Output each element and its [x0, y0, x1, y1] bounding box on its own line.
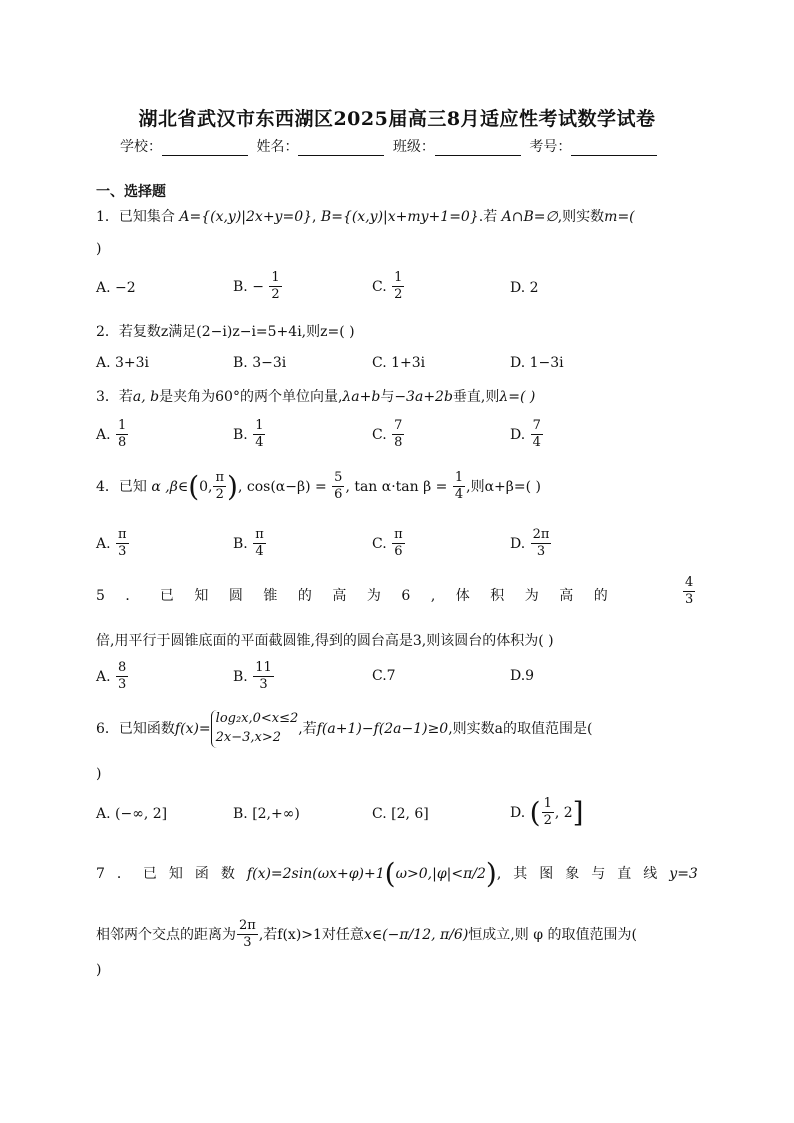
question-2	[96, 321, 355, 341]
question-5	[96, 585, 628, 605]
name-label: 姓名：	[256, 139, 299, 155]
option-c: C. 1+3i	[372, 355, 426, 371]
question-text: 已知函数	[118, 720, 175, 737]
option-b: B. [2,+∞)	[233, 806, 300, 822]
option-c: C. $\frac{\pi}{6}$	[372, 527, 403, 560]
question-text: ．已知圆锥的高为6,体积为高的	[125, 588, 629, 604]
option-b: B. $\frac{11}{3}$	[233, 660, 272, 693]
question-number: 2．	[96, 324, 119, 340]
question-6: 6．已知函数f(x)= log₂x,0<x≤2 2x−3,x>2 ,若f(a+1)−f(2a−1)≥0,则实数a的取值范围是(	[96, 710, 592, 748]
question-5-line-2: 倍,用平行于圆锥底面的平面截圆锥,得到的圆台高是3,则该圆台的体积为( )	[96, 633, 554, 649]
option-a: A. $\frac{8}{3}$	[96, 660, 127, 693]
fraction-numerator: 2π	[237, 918, 258, 935]
option-b: B. $\frac{\pi}{4}$	[233, 527, 264, 560]
option-b: B. − $\frac{1}{2}$	[233, 270, 280, 303]
question-number: 6．	[96, 720, 119, 737]
question-number: 7	[96, 866, 117, 882]
class-blank	[435, 141, 521, 156]
question-7-line-2	[96, 918, 637, 952]
option-c: C. [2, 6]	[372, 806, 429, 822]
question-1-tail: )	[96, 241, 102, 257]
question-text: 若	[118, 389, 133, 405]
option-c: C. $\frac{1}{2}$	[372, 270, 403, 303]
question-text: 与	[380, 389, 395, 405]
fraction-denominator: 3	[685, 592, 694, 608]
question-text: 垂直,则	[452, 389, 500, 405]
question-text: m=(	[604, 209, 635, 225]
question-text: .若	[478, 209, 498, 225]
inequality: f(a+1)−f(2a−1)≥0	[316, 720, 449, 737]
option-d: D. $\frac{2\pi}{3}$	[510, 527, 550, 560]
student-info-row	[120, 136, 661, 156]
question-text: ,若f(x)>1对任意	[258, 926, 364, 943]
question-5-fraction	[682, 575, 696, 609]
question-text: 恒成立,则 φ 的取值范围为(	[468, 926, 637, 943]
question-text: 已知集合	[118, 209, 175, 225]
question-text: 是夹角为60°的两个单位向量,	[159, 389, 343, 405]
line-y: y=3	[669, 866, 698, 882]
question-4: 4．已知 α ,β∈(0, $\frac{\pi}{2}$ ), cos(α−β) = $\frac{5}{6}$ , tan α·tan β = $\frac{1}{4}$ ,则α+β=( )	[96, 469, 541, 503]
question-7: 7．已知函数f(x)=2sin(ωx+φ)+1(ω>0,|φ|<π/2),其图象与直线y=3	[96, 857, 698, 890]
question-text: ,其图象与直线	[496, 866, 670, 882]
option-a: A. $\frac{\pi}{3}$	[96, 527, 127, 560]
option-d: D. 1−3i	[510, 355, 564, 371]
option-a: A. −2	[96, 280, 136, 296]
case-1: log₂x,0<x≤2	[215, 711, 299, 726]
question-number: 3．	[96, 389, 119, 405]
number-label: 考号：	[529, 139, 572, 155]
option-a: A. 3+3i	[96, 355, 150, 371]
question-6-tail: )	[96, 766, 102, 782]
option-d: D.9	[510, 668, 535, 684]
option-c: C. $\frac{7}{8}$	[372, 418, 403, 451]
school-label: 学校：	[120, 139, 162, 155]
school-blank	[162, 141, 248, 156]
number-blank	[571, 141, 657, 156]
function: f(x)=2sin(ωx+φ)+1	[246, 866, 385, 882]
vectors: a, b	[132, 389, 160, 405]
question-7-tail: )	[96, 962, 102, 978]
question-1: 1．已知集合 A={(x,y)|2x+y=0}, B={(x,y)|x+my+1=0}.若 A∩B=∅,则实数m=(	[96, 209, 635, 225]
interval: x∈(−π/12, π/6)	[363, 926, 469, 943]
option-d: D. ( $\frac{1}{2}$ , 2]	[510, 795, 584, 829]
option-d: D. $\frac{7}{4}$	[510, 418, 541, 451]
question-text: ．已知函数	[116, 866, 247, 882]
piecewise-cases	[211, 710, 299, 748]
section-heading: 一、选择题	[96, 184, 166, 200]
option-b: B. $\frac{1}{4}$	[233, 418, 264, 451]
condition: A∩B=∅	[501, 209, 558, 225]
question-text: ,若	[298, 720, 317, 737]
case-2: 2x−3,x>2	[215, 729, 282, 745]
expression: −3a+2b	[394, 389, 453, 405]
question-number: 4．	[96, 478, 119, 495]
fraction-denominator: 3	[243, 935, 252, 951]
option-c: C.7	[372, 668, 396, 684]
name-blank	[298, 141, 384, 156]
option-a: A. $\frac{1}{8}$	[96, 418, 127, 451]
page-title: 湖北省武汉市东西湖区2025届高三8月适应性考试数学试卷	[138, 108, 656, 130]
set-b: B={(x,y)|x+my+1=0}	[320, 209, 479, 225]
question-text: ,则实数	[557, 209, 605, 225]
class-label: 班级：	[392, 139, 435, 155]
option-a: A. (−∞, 2]	[96, 806, 168, 822]
question-text: λ=( )	[499, 389, 536, 405]
question-3	[96, 386, 535, 406]
fraction-numerator: 4	[683, 575, 695, 592]
question-text: 已知	[118, 478, 147, 495]
question-text: ,则实数a的取值范围是(	[448, 720, 593, 737]
set-a: A={(x,y)|2x+y=0}	[179, 209, 313, 225]
option-b: B. 3−3i	[233, 355, 287, 371]
question-text: 若复数z满足(2−i)z−i=5+4i,则z=( )	[118, 324, 355, 340]
expression: λa+b	[342, 389, 381, 405]
option-d: D. 2	[510, 280, 539, 296]
question-number: 5	[96, 588, 126, 604]
question-number: 1．	[96, 209, 119, 225]
question-text: 相邻两个交点的距离为	[96, 926, 236, 943]
condition: ω>0,|φ|<π/2	[395, 866, 486, 882]
